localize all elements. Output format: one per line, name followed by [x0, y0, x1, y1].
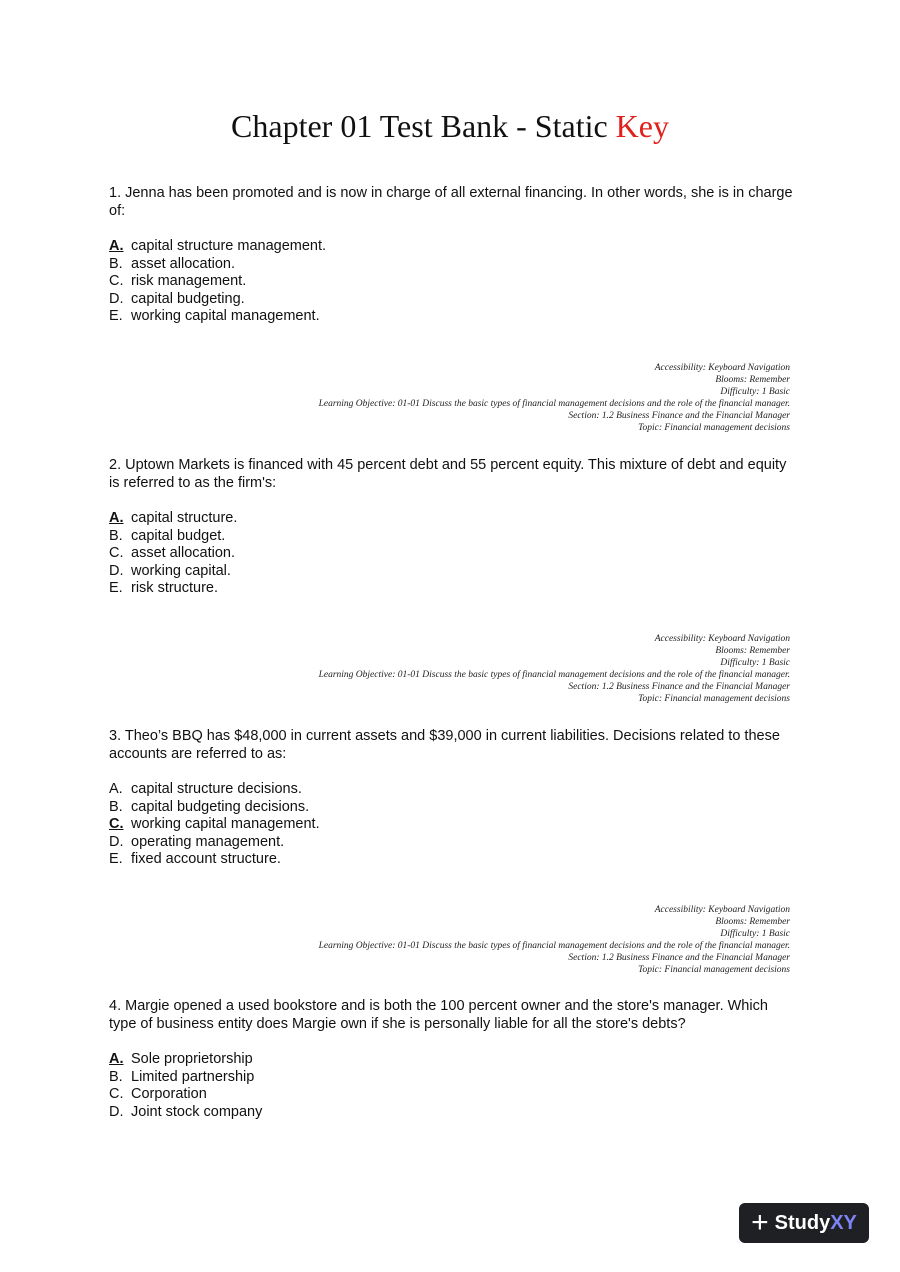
- choice-b: [109, 528, 799, 546]
- choice-d: [109, 834, 799, 852]
- choice-text: Joint stock company: [131, 1103, 263, 1120]
- choice-letter: A.: [109, 238, 124, 254]
- meta-section: Section: 1.2 Business Finance and the Financial Manager: [568, 953, 790, 963]
- meta-difficulty: Difficulty: 1 Basic: [720, 929, 790, 939]
- choice-letter: D.: [109, 833, 124, 850]
- choice-text: capital budgeting decisions.: [131, 798, 310, 815]
- choice-letter: E.: [109, 851, 123, 867]
- choice-d: [109, 1104, 799, 1122]
- title-accent: Key: [615, 108, 669, 144]
- choice-letter: C.: [109, 545, 124, 561]
- choice-a: [109, 1051, 799, 1069]
- choice-text: capital budgeting.: [131, 290, 245, 307]
- choice-letter: E.: [109, 308, 123, 324]
- question-3: [109, 727, 799, 869]
- choice-letter: B.: [109, 798, 123, 815]
- meta-section: Section: 1.2 Business Finance and the Financial Manager: [568, 411, 790, 421]
- question-stem: 2. Uptown Markets is financed with 45 percent debt and 55 percent equity. This mixture of debt and equity is referred to as the firm's:: [109, 457, 787, 491]
- meta-topic: Topic: Financial management decisions: [638, 965, 790, 975]
- meta-blooms: Blooms: Remember: [715, 375, 790, 385]
- choice-letter: D.: [109, 290, 124, 307]
- question-1: [109, 184, 799, 326]
- choice-text: capital structure management.: [131, 238, 327, 254]
- meta-difficulty: Difficulty: 1 Basic: [720, 387, 790, 397]
- meta-topic: Topic: Financial management decisions: [638, 423, 790, 433]
- choice-c: [109, 545, 799, 563]
- meta-learning-objective: Learning Objective: 01-01 Discuss the basic types of financial management decisions and the role of the financial manager.: [318, 399, 790, 409]
- choice-letter: A.: [109, 1051, 124, 1067]
- logo-text-accent: XY: [830, 1211, 857, 1234]
- meta-accessibility: Accessibility: Keyboard Navigation: [654, 363, 790, 373]
- choice-b: [109, 799, 799, 817]
- choice-list: [109, 1051, 799, 1121]
- question-stem: 3. Theo’s BBQ has $48,000 in current assets and $39,000 in current liabilities. Decisions related to these accounts are referred to as:: [109, 728, 780, 762]
- choice-text: capital structure decisions.: [131, 781, 302, 797]
- choice-letter: D.: [109, 1103, 124, 1120]
- choice-text: working capital.: [131, 562, 231, 579]
- choice-letter: B.: [109, 527, 123, 544]
- question-2: [109, 456, 799, 598]
- title-main: Chapter 01 Test Bank - Static: [231, 108, 616, 144]
- choice-letter: D.: [109, 562, 124, 579]
- question-metadata: [90, 904, 790, 976]
- choice-letter: C.: [109, 816, 124, 832]
- choice-a: [109, 238, 799, 256]
- choice-list: [109, 238, 799, 326]
- choice-text: operating management.: [131, 833, 285, 850]
- choice-a: [109, 781, 799, 799]
- question-stem: 1. Jenna has been promoted and is now in charge of all external financing. In other words, she is in charge of:: [109, 185, 793, 219]
- choice-text: Limited partnership: [131, 1068, 255, 1085]
- question-metadata: [90, 362, 790, 434]
- question-4: [109, 997, 799, 1121]
- choice-c: [109, 1086, 799, 1104]
- meta-section: Section: 1.2 Business Finance and the Financial Manager: [568, 682, 790, 692]
- question-metadata: [90, 633, 790, 705]
- logo-text: Study: [774, 1211, 831, 1234]
- choice-letter: E.: [109, 580, 123, 596]
- choice-text: risk structure.: [131, 580, 219, 596]
- choice-e: [109, 308, 799, 326]
- meta-topic: Topic: Financial management decisions: [638, 694, 790, 704]
- page-title: [0, 108, 900, 145]
- choice-e: [109, 580, 799, 598]
- choice-list: [109, 781, 799, 869]
- choice-c: [109, 816, 799, 834]
- choice-d: [109, 291, 799, 309]
- choice-b: [109, 1069, 799, 1087]
- choice-text: capital structure.: [131, 510, 238, 526]
- meta-learning-objective: Learning Objective: 01-01 Discuss the basic types of financial management decisions and the role of the financial manager.: [318, 941, 790, 951]
- studyxy-logo[interactable]: [739, 1203, 869, 1243]
- choice-d: [109, 563, 799, 581]
- meta-accessibility: Accessibility: Keyboard Navigation: [654, 634, 790, 644]
- choice-text: asset allocation.: [131, 255, 235, 272]
- choice-b: [109, 256, 799, 274]
- meta-learning-objective: Learning Objective: 01-01 Discuss the basic types of financial management decisions and the role of the financial manager.: [318, 670, 790, 680]
- choice-letter: B.: [109, 1068, 123, 1085]
- choice-text: Sole proprietorship: [131, 1051, 253, 1067]
- choice-text: risk management.: [131, 273, 247, 289]
- choice-text: capital budget.: [131, 527, 226, 544]
- choice-letter: C.: [109, 1086, 124, 1102]
- choice-text: asset allocation.: [131, 545, 235, 561]
- plus-icon: +: [751, 1206, 769, 1239]
- choice-c: [109, 273, 799, 291]
- choice-letter: B.: [109, 255, 123, 272]
- meta-blooms: Blooms: Remember: [715, 917, 790, 927]
- choice-text: working capital management.: [131, 308, 320, 324]
- choice-a: [109, 510, 799, 528]
- choice-letter: A.: [109, 781, 123, 797]
- choice-text: working capital management.: [131, 816, 320, 832]
- meta-accessibility: Accessibility: Keyboard Navigation: [654, 905, 790, 915]
- choice-e: [109, 851, 799, 869]
- choice-text: Corporation: [131, 1086, 207, 1102]
- question-stem: 4. Margie opened a used bookstore and is both the 100 percent owner and the store's manager. Which type of business entity does Margie own if she is personally liable for all the store's debts?: [109, 998, 768, 1032]
- choice-text: fixed account structure.: [131, 851, 281, 867]
- choice-list: [109, 510, 799, 598]
- choice-letter: C.: [109, 273, 124, 289]
- meta-difficulty: Difficulty: 1 Basic: [720, 658, 790, 668]
- choice-letter: A.: [109, 510, 124, 526]
- meta-blooms: Blooms: Remember: [715, 646, 790, 656]
